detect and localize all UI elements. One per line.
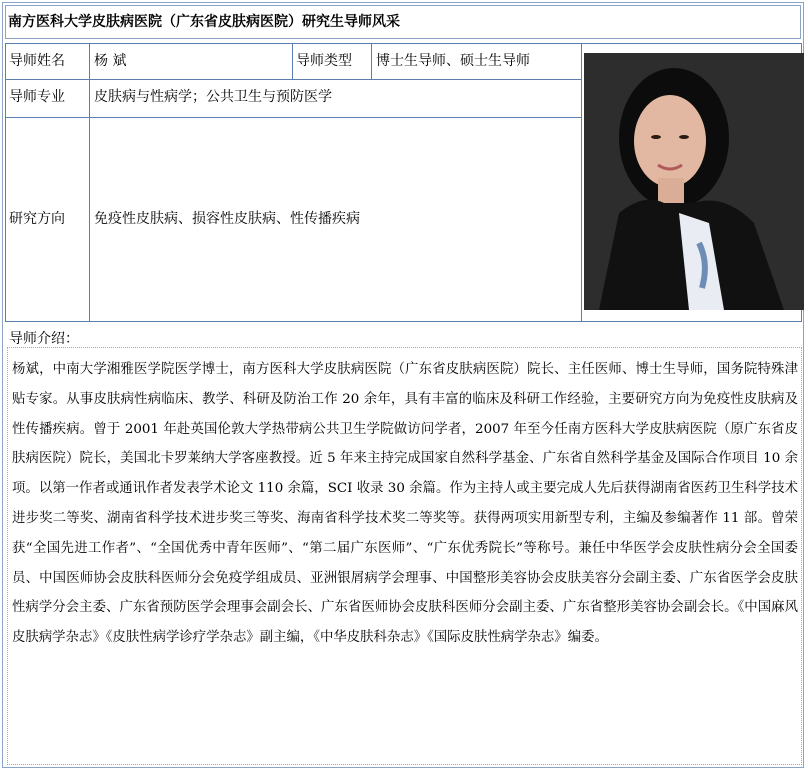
intro-label: 导师介绍： <box>9 331 79 347</box>
type-label: 导师类型 <box>292 43 372 80</box>
research-value: 免疫性皮肤病、损容性皮肤病、性传播疾病 <box>89 117 582 322</box>
intro-text: 杨斌，中南大学湘雅医学院医学博士，南方医科大学皮肤病医院（广东省皮肤病医院）院长、主任医师、博士生导师，国务院特殊津贴专家。从事皮肤病性病临床、教学、科研及防治工作 20 余年，具有丰富的临床及科研工作经验，主要研究方向为免疫性皮肤病及性传播疾病。曾于 2001 年赴英国伦敦大学热带病公共卫生学院做访问学者，2007 年至今任南方医科大学皮肤病医院（原广东省皮肤病医院）院长，美国北卡罗莱纳大学客座教授。近 5 年来主持完成国家自然科学基金、广东省自然科学基金及国际合作项目 10 余项。以第一作者或通讯作者发表学术论文 110 余篇，SCI 收录 30 余篇。作为主持人或主要完成人先后获得湖南省医药卫生科学技术进步奖二等奖、湖南省科学技术进步奖三等奖、海南省科学技术奖二等奖等。获得两项实用新型专利，主编及参编著作 11 部。曾荣获“全国先进工作者”、“全国优秀中青年医师”、“第二届广东医师”、“广东优秀院长”等称号。兼任中华医学会皮肤性病分会全国委员、中国医师协会皮肤科医师分会免疫学组成员、亚洲银屑病学会理事、中国整形美容协会皮肤美容分会副主委、广东省医学会皮肤性病学分会主委、广东省预防医学会理事会副会长、广东省医师协会皮肤科医师分会副主委、广东省整形美容协会副会长。《中国麻风皮肤病学杂志》《皮肤性病学诊疗学杂志》副主编，《中华皮肤科杂志》《国际皮肤性病学杂志》编委。 <box>12 362 798 646</box>
name-label: 导师姓名 <box>5 43 90 80</box>
research-label: 研究方向 <box>5 117 90 322</box>
name-value: 杨 斌 <box>89 43 293 80</box>
portrait-photo <box>584 53 804 310</box>
type-value: 博士生导师、硕士生导师 <box>371 43 582 80</box>
major-label: 导师专业 <box>5 79 90 118</box>
page-title: 南方医科大学皮肤病医院（广东省皮肤病医院）研究生导师风采 <box>5 5 801 39</box>
major-value: 皮肤病与性病学；公共卫生与预防医学 <box>89 79 582 118</box>
